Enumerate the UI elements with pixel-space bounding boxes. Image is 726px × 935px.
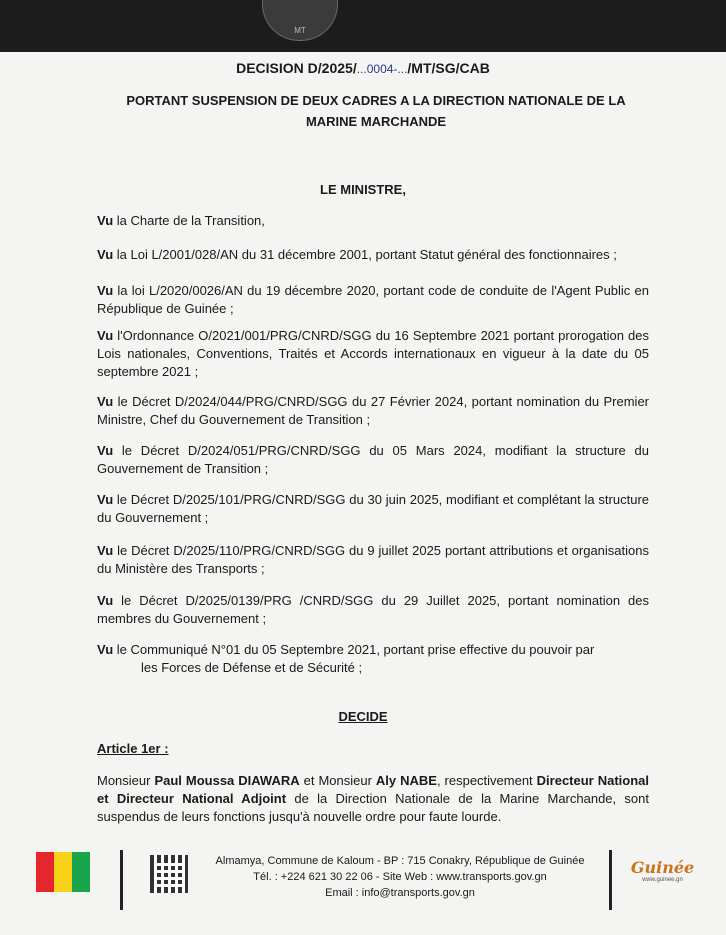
subject-line-2: MARINE MARCHANDE: [305, 114, 447, 129]
visa-vu: Vu: [97, 443, 114, 458]
visa-text: le Décret D/2025/110/PRG/CNRD/SGG du 9 juillet 2025 portant attributions et organisations du Ministère des Transports ;: [97, 543, 649, 576]
logo-subtext: www.guinee.gn: [642, 877, 683, 883]
footer-email: Email : info@transports.gov.gn: [325, 887, 475, 899]
decision-number: ...0004-...: [356, 62, 408, 76]
footer-divider: [609, 850, 612, 910]
seal-label: MT: [294, 26, 306, 35]
footer-phone-website: Tél. : +224 621 30 22 06 - Site Web : www.transports.gov.gn: [253, 871, 547, 883]
visa-vu: Vu: [97, 492, 114, 507]
decision-suffix: /MT/SG/CAB: [407, 60, 490, 76]
coat-of-arms-seal: [262, 0, 338, 41]
visa-item: [97, 393, 649, 429]
footer-divider: [120, 850, 123, 910]
footer-contact: [195, 853, 605, 901]
visa-item: [97, 327, 649, 381]
visa-item: [97, 282, 649, 318]
footer-address: Almamya, Commune de Kaloum - BP : 715 Conakry, République de Guinée: [215, 855, 585, 867]
visa-item: [97, 212, 649, 230]
guinea-flag-icon: [36, 852, 90, 892]
article-body: [97, 772, 649, 826]
article-label: Article 1er :: [97, 741, 169, 756]
person-titles: Directeur National et Directeur National Adjoint: [97, 773, 649, 806]
visa-item: [97, 542, 649, 578]
person-name-2: Aly NABE: [375, 773, 437, 788]
visa-vu: Vu: [97, 328, 114, 343]
visa-text: le Décret D/2024/051/PRG/CNRD/SGG du 05 Mars 2024, modifiant la structure du Gouvernement de Transition ;: [97, 443, 649, 476]
top-header-band: [0, 0, 726, 52]
visa-item: [97, 592, 649, 628]
visa-item: [97, 442, 649, 478]
visa-text: l'Ordonnance O/2021/001/PRG/CNRD/SGG du 16 Septembre 2021 portant prorogation des Lois nationales, Conventions, Traités et Accords internationaux en vigueur à la date du 05 septembre 2021 ;: [97, 328, 649, 379]
logo-word: Guinée: [630, 858, 695, 877]
guinee-logo: [625, 858, 700, 898]
visa-vu: Vu: [97, 247, 114, 262]
visa-text: le Décret D/2025/101/PRG/CNRD/SGG du 30 juin 2025, modifiant et complétant la structure du Gouvernement ;: [97, 492, 649, 525]
qr-code-icon: [150, 855, 188, 893]
visa-text: la loi L/2020/0026/AN du 19 décembre 2020, portant code de conduite de l'Agent Public en République de Guinée ;: [97, 283, 649, 316]
article-text: , respectivement: [436, 773, 537, 788]
decision-reference: [0, 60, 726, 76]
person-name-1: Paul Moussa DIAWARA: [154, 773, 300, 788]
article-text: de la Direction Nationale de la Marine Marchande, sont suspendus de leurs fonctions jusqu'à nouvelle ordre pour faute lourde.: [97, 791, 650, 824]
visa-text: le Communiqué N°01 du 05 Septembre 2021, portant prise effective du pouvoir par: [113, 642, 595, 657]
visa-text: la Loi L/2001/028/AN du 31 décembre 2001, portant Statut général des fonctionnaires ;: [113, 247, 617, 262]
article-text: Monsieur: [97, 773, 155, 788]
decision-prefix: DECISION D/2025/: [236, 60, 357, 76]
visa-text: la Charte de la Transition,: [113, 213, 265, 228]
decide-heading: DECIDE: [338, 709, 388, 724]
visa-text: le Décret D/2025/0139/PRG /CNRD/SGG du 29 Juillet 2025, portant nomination des membres du Gouvernement ;: [97, 593, 649, 626]
visa-vu: Vu: [97, 394, 114, 409]
decision-subject: [96, 90, 656, 132]
visa-vu: Vu: [97, 213, 114, 228]
minister-heading: LE MINISTRE,: [320, 182, 406, 197]
visa-item: [97, 246, 649, 264]
visa-item: [97, 491, 649, 527]
article-text: et Monsieur: [299, 773, 376, 788]
visa-text-continuation: les Forces de Défense et de Sécurité ;: [141, 660, 363, 675]
visa-vu: Vu: [97, 283, 114, 298]
visa-item: [97, 641, 649, 677]
visa-vu: Vu: [97, 593, 114, 608]
visa-vu: Vu: [97, 642, 114, 657]
visa-text: le Décret D/2024/044/PRG/CNRD/SGG du 27 Février 2024, portant nomination du Premier Ministre, Chef du Gouvernement de Transition ;: [97, 394, 649, 427]
visa-vu: Vu: [97, 543, 114, 558]
subject-line-1: PORTANT SUSPENSION DE DEUX CADRES A LA DIRECTION NATIONALE DE LA: [126, 93, 626, 108]
